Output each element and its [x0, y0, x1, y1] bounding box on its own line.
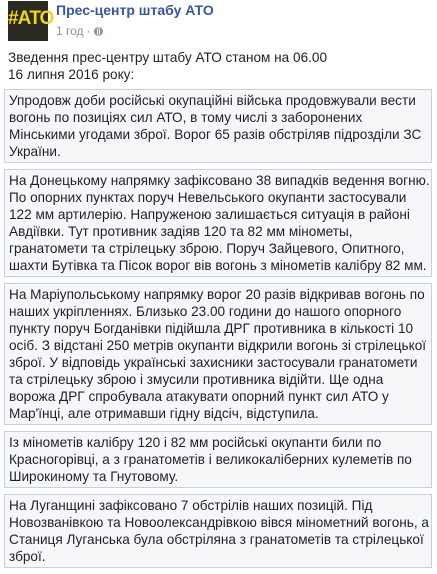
post-paragraph-luhansk: На Луганщині зафіксовано 7 обстрілів наших позицій. Під Новозванівкою та Новоолександрівкою вівся мінометний вогонь, а Станиця Луганська була обстріляна з гранатометів та стрілецької зброї. [4, 494, 432, 568]
page-name-link[interactable]: Прес-центр штабу АТО [56, 2, 214, 18]
post-meta [56, 24, 103, 38]
post-paragraph-heading: Зведення прес-центру штабу АТО станом на 06.00 16 липня 2016 року: [8, 50, 328, 82]
post-timestamp[interactable]: 1 год [56, 24, 84, 38]
post-paragraph-krasnohorivka: Із мінометів калібру 120 і 82 мм російські окупанти били по Красногорівці, а з гранатометів і великокаліберних кулеметів по Широкиному та Гнутовому. [4, 431, 432, 488]
post-header [8, 0, 428, 42]
avatar-logo-text: #АТО [8, 8, 54, 29]
post-body [8, 49, 432, 574]
globe-icon [94, 27, 103, 36]
post-paragraph-mariupol: На Маріупольському напрямку ворог 20 разів відкривав вогонь по наших укріпленнях. Близько 23.00 години до нашого опорного пункту поруч Богданівки підійшла ДРГ противника в кількості 10 осіб. З відстані 250 метрів окупанти відкрили вогонь зі стрілецької зброї. У відповідь українські захисники застосували гранатомети та стрілецьку зброю і змусили противника відійти. Ще одна ворожа ДРГ спробувала атакувати опорний пункт сил АТО у Мар'їнці, але отримавши гідну відсіч, відступила. [4, 283, 432, 425]
post-paragraph-donetsk: На Донецькому напрямку зафіксовано 38 випадків ведення вогню. По опорних пунктах поруч Невельського окупанти застосували 122 мм артилерію. Напруженою залишається ситуація в районі Авдіївки. Тут противник задіяв 120 та 82 мм мінометы, гранатомети та стрілецьку зброю. Поруч Зайцевого, Опитного, шахти Бутівка та Пісок ворог вів вогонь з мінометів калібру 82 мм. [4, 169, 432, 277]
post-paragraph-summary: Упродовж доби російські окупаційні війська продовжували вести вогонь по позиціях сил АТО, в тому числі з заборонених Мінськими угодами зброї. Ворог 65 разів обстріляв підрозділи ЗС України. [4, 89, 432, 163]
avatar[interactable] [8, 1, 54, 41]
meta-separator: · [86, 24, 91, 38]
